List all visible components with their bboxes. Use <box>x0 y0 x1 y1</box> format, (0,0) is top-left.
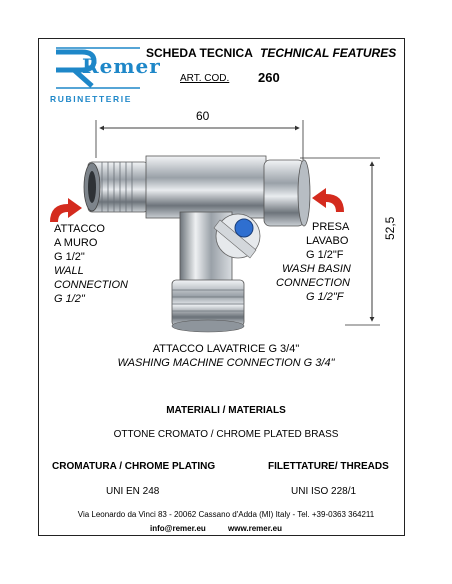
title-italian: SCHEDA TECNICA <box>146 46 253 60</box>
logo-wordmark: Remer <box>82 54 161 78</box>
article-code-label: ART. COD. <box>180 73 230 84</box>
right-label-it-2: LAVABO <box>306 235 349 247</box>
washing-machine-label-it: ATTACCO LAVATRICE G 3/4" <box>152 343 300 355</box>
title-english: TECHNICAL FEATURES <box>260 46 397 60</box>
right-label-it-1: PRESA <box>312 221 350 233</box>
left-label-it-3: G 1/2" <box>54 251 85 263</box>
left-label-en-2: CONNECTION <box>54 279 128 291</box>
right-label-en-3: G 1/2"F <box>306 291 344 303</box>
company-address: Via Leonardo da Vinci 83 - 20062 Cassano d'Adda (MI) Italy - Tel. +39-0363 364211 <box>77 510 375 519</box>
threads-value: UNI ISO 228/1 <box>291 486 357 497</box>
left-label-it-1: ATTACCO <box>54 223 105 235</box>
washing-machine-label-en: WASHING MACHINE CONNECTION G 3/4" <box>117 357 335 369</box>
right-label-en-2: CONNECTION <box>276 277 350 289</box>
plating-heading: CROMATURA / CHROME PLATING <box>52 461 216 472</box>
materials-heading: MATERIALI / MATERIALS <box>166 405 286 416</box>
logo-subtitle: RUBINETTERIE <box>50 94 133 104</box>
threads-heading: FILETTATURE/ THREADS <box>268 461 389 472</box>
right-connection-arrow-icon <box>308 186 348 214</box>
company-email[interactable]: info@remer.eu <box>150 524 206 533</box>
left-connection-arrow-icon <box>46 196 86 224</box>
right-label-it-3: G 1/2"F <box>306 249 344 261</box>
right-label-en-1: WASH BASIN <box>282 263 351 275</box>
article-code-value: 260 <box>258 70 280 85</box>
valve-product-image <box>80 150 320 335</box>
plating-value: UNI EN 248 <box>106 486 160 497</box>
width-dimension-label: 60 <box>196 109 210 123</box>
materials-value: OTTONE CROMATO / CHROME PLATED BRASS <box>113 429 339 440</box>
left-label-it-2: A MURO <box>54 237 98 249</box>
company-website[interactable]: www.remer.eu <box>228 524 282 533</box>
left-label-en-1: WALL <box>54 265 84 277</box>
left-label-en-3: G 1/2" <box>54 293 85 305</box>
height-dimension-label: 52,5 <box>383 216 397 240</box>
